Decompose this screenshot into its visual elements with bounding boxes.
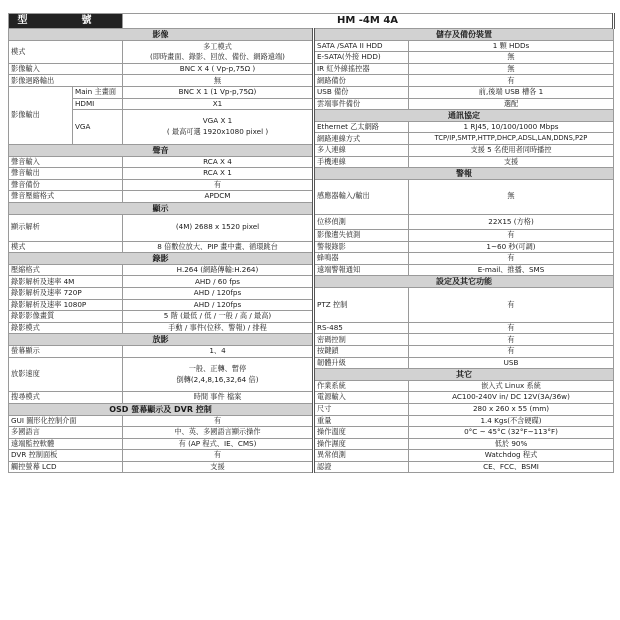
audio-compress-label: 聲音壓縮格式	[9, 191, 123, 203]
watchdog-label: 異常偵測	[314, 450, 409, 462]
audio-backup-value: 有	[123, 179, 314, 191]
net-backup-value: 有	[409, 75, 614, 87]
ethernet-value: 1 RJ45, 10/100/1000 Mbps	[409, 121, 614, 133]
audio-input-label: 聲音輸入	[9, 156, 123, 168]
model-label: 型 號	[9, 14, 123, 29]
password-value: 有	[409, 334, 614, 346]
remote-value: 有 (AP 程式、IE、CMS)	[123, 438, 314, 450]
display-res-label: 顯示解析	[9, 214, 123, 241]
net-backup-label: 網路備份	[314, 75, 409, 87]
gui-label: GUI 圖形化控制介面	[9, 415, 123, 427]
main-label: Main 主畫面	[73, 86, 123, 98]
protocol-value: TCP/IP,SMTP,HTTP,DHCP,ADSL,LAN,DDNS,P2P	[409, 133, 614, 145]
mobile-value: 支援	[409, 156, 614, 168]
lcd-label: 觸控螢幕 LCD	[9, 461, 123, 473]
ir-value: 無	[409, 63, 614, 75]
video-loop-label: 影像迴路輸出	[9, 75, 123, 87]
buzzer-label: 蜂鳴器	[314, 253, 409, 265]
humidity-value: 低於 90%	[409, 438, 614, 450]
section-alarm: 警報	[314, 168, 614, 180]
sata-label: SATA /SATA II HDD	[314, 40, 409, 52]
section-misc: 其它	[314, 369, 614, 381]
play-screen-label: 螢幕顯示	[9, 345, 123, 357]
weight-value: 1.4 Kgs(不含硬碟)	[409, 415, 614, 427]
remote-label: 遠端監控軟體	[9, 438, 123, 450]
rec-4m-label: 錄影解析及速率 4M	[9, 276, 123, 288]
play-search-label: 搜尋模式	[9, 392, 123, 404]
firmware-label: 韌體升級	[314, 357, 409, 369]
main-value: BNC X 1 (1 Vp-p,75Ω)	[123, 86, 314, 98]
temp-label: 操作溫度	[314, 427, 409, 439]
size-label: 尺寸	[314, 403, 409, 415]
password-label: 密碼控制	[314, 334, 409, 346]
ethernet-label: Ethernet 乙太網路	[314, 121, 409, 133]
play-search-value: 時間 事件 檔案	[123, 392, 314, 404]
motion-label: 位移偵測	[314, 214, 409, 230]
humidity-label: 操作濕度	[314, 438, 409, 450]
os-value: 嵌入式 Linux 系統	[409, 380, 614, 392]
protocol-label: 網路連線方式	[314, 133, 409, 145]
ir-label: IR 紅外線搖控器	[314, 63, 409, 75]
audio-input-value: RCA X 4	[123, 156, 314, 168]
display-res-value: (4M) 2688 x 1520 pixel	[123, 214, 314, 241]
alarm-rec-value: 1~60 秒(可調)	[409, 241, 614, 253]
cert-value: CE、FCC、BSMI	[409, 461, 614, 473]
play-speed-label: 放影速度	[9, 357, 123, 392]
buzzer-value: 有	[409, 253, 614, 265]
rec-quality-label: 錄影影像畫質	[9, 311, 123, 323]
spec-table	[8, 13, 615, 473]
video-input-label: 影像輸入	[9, 63, 123, 75]
motion-value: 22X15 (方格)	[409, 214, 614, 230]
video-mode-value: 多工模式 (即時畫面、錄影、回放、備份、網路遠端)	[123, 40, 314, 63]
ptz-label: PTZ 控制	[314, 287, 409, 322]
display-mode-value: 8 倍數位放大、PIP 畫中畫、循環跳台	[123, 241, 314, 253]
keylock-label: 按鍵鎖	[314, 345, 409, 357]
keylock-value: 有	[409, 345, 614, 357]
video-loss-label: 影像遺失偵測	[314, 230, 409, 242]
rs485-label: RS-485	[314, 322, 409, 334]
hdmi-label: HDMI	[73, 98, 123, 110]
rec-1080-value: AHD / 120fps	[123, 299, 314, 311]
rec-format-value: H.264 (網路傳輸:H.264)	[123, 264, 314, 276]
alarm-rec-label: 警報錄影	[314, 241, 409, 253]
power-label: 電源輸入	[314, 392, 409, 404]
section-storage: 儲存及備份裝置	[314, 29, 614, 41]
event-backup-label: 雲端事件備份	[314, 98, 409, 110]
play-speed-value: 一般、正轉、暫停 倒轉(2,4,8,16,32,64 倍)	[123, 357, 314, 392]
watchdog-value: Watchdog 程式	[409, 450, 614, 462]
section-video: 影像	[9, 29, 314, 41]
weight-label: 重量	[314, 415, 409, 427]
vga-value: VGA X 1 ( 最高可選 1920x1080 pixel )	[123, 110, 314, 145]
video-loop-value: 無	[123, 75, 314, 87]
rec-mode-value: 手動 / 事件(位移、警報) / 排程	[123, 322, 314, 334]
firmware-value: USB	[409, 357, 614, 369]
panel-label: DVR 控制面板	[9, 450, 123, 462]
os-label: 作業系統	[314, 380, 409, 392]
rec-720-value: AHD / 120fps	[123, 287, 314, 299]
language-label: 多國語言	[9, 427, 123, 439]
usb-label: USB 備份	[314, 86, 409, 98]
section-playback: 放影	[9, 334, 314, 346]
video-output-label: 影像輸出	[9, 86, 73, 144]
sensor-value: 無	[409, 179, 614, 214]
usb-value: 前,後端 USB 槽各 1	[409, 86, 614, 98]
notify-label: 遠端警報通知	[314, 264, 409, 276]
video-mode-label: 模式	[9, 40, 123, 63]
section-comm: 通訊協定	[314, 110, 614, 122]
audio-output-label: 聲音輸出	[9, 168, 123, 180]
hdmi-value: X1	[123, 98, 314, 110]
audio-compress-value: APDCM	[123, 191, 314, 203]
notify-value: E-mail、推播、SMS	[409, 264, 614, 276]
multi-user-label: 多人連線	[314, 144, 409, 156]
vga-label: VGA	[73, 110, 123, 145]
audio-backup-label: 聲音備份	[9, 179, 123, 191]
video-loss-value: 有	[409, 230, 614, 242]
multi-user-value: 支援 5 名使用者同時播控	[409, 144, 614, 156]
rec-quality-value: 5 階 (最低 / 低 / 一般 / 高 / 最高)	[123, 311, 314, 323]
rec-4m-value: AHD / 60 fps	[123, 276, 314, 288]
mobile-label: 手機連線	[314, 156, 409, 168]
rs485-value: 有	[409, 322, 614, 334]
section-osd: OSD 螢幕顯示及 DVR 控制	[9, 403, 314, 415]
play-screen-value: 1、4	[123, 345, 314, 357]
temp-value: 0°C ~ 45°C (32°F~113°F)	[409, 427, 614, 439]
ptz-value: 有	[409, 287, 614, 322]
section-record: 錄影	[9, 253, 314, 265]
size-value: 280 x 260 x 55 (mm)	[409, 403, 614, 415]
section-display: 顯示	[9, 202, 314, 214]
power-value: AC100-240V in/ DC 12V(3A/36w)	[409, 392, 614, 404]
display-mode-label: 模式	[9, 241, 123, 253]
sensor-label: 感應器輸入/輸出	[314, 179, 409, 214]
rec-mode-label: 錄影模式	[9, 322, 123, 334]
audio-output-value: RCA X 1	[123, 168, 314, 180]
sata-value: 1 顆 HDDs	[409, 40, 614, 52]
video-input-value: BNC X 4 ( Vp-p,75Ω )	[123, 63, 314, 75]
rec-format-label: 壓縮格式	[9, 264, 123, 276]
model-name: HM -4M 4A	[123, 14, 614, 29]
rec-720-label: 錄影解析及速率 720P	[9, 287, 123, 299]
event-backup-value: 選配	[409, 98, 614, 110]
esata-label: E-SATA(外接 HDD)	[314, 52, 409, 64]
esata-value: 無	[409, 52, 614, 64]
panel-value: 有	[123, 450, 314, 462]
rec-1080-label: 錄影解析及速率 1080P	[9, 299, 123, 311]
gui-value: 有	[123, 415, 314, 427]
section-settings: 設定及其它功能	[314, 276, 614, 288]
section-audio: 聲音	[9, 144, 314, 156]
cert-label: 認證	[314, 461, 409, 473]
language-value: 中、英、多國語言顯示操作	[123, 427, 314, 439]
lcd-value: 支援	[123, 461, 314, 473]
